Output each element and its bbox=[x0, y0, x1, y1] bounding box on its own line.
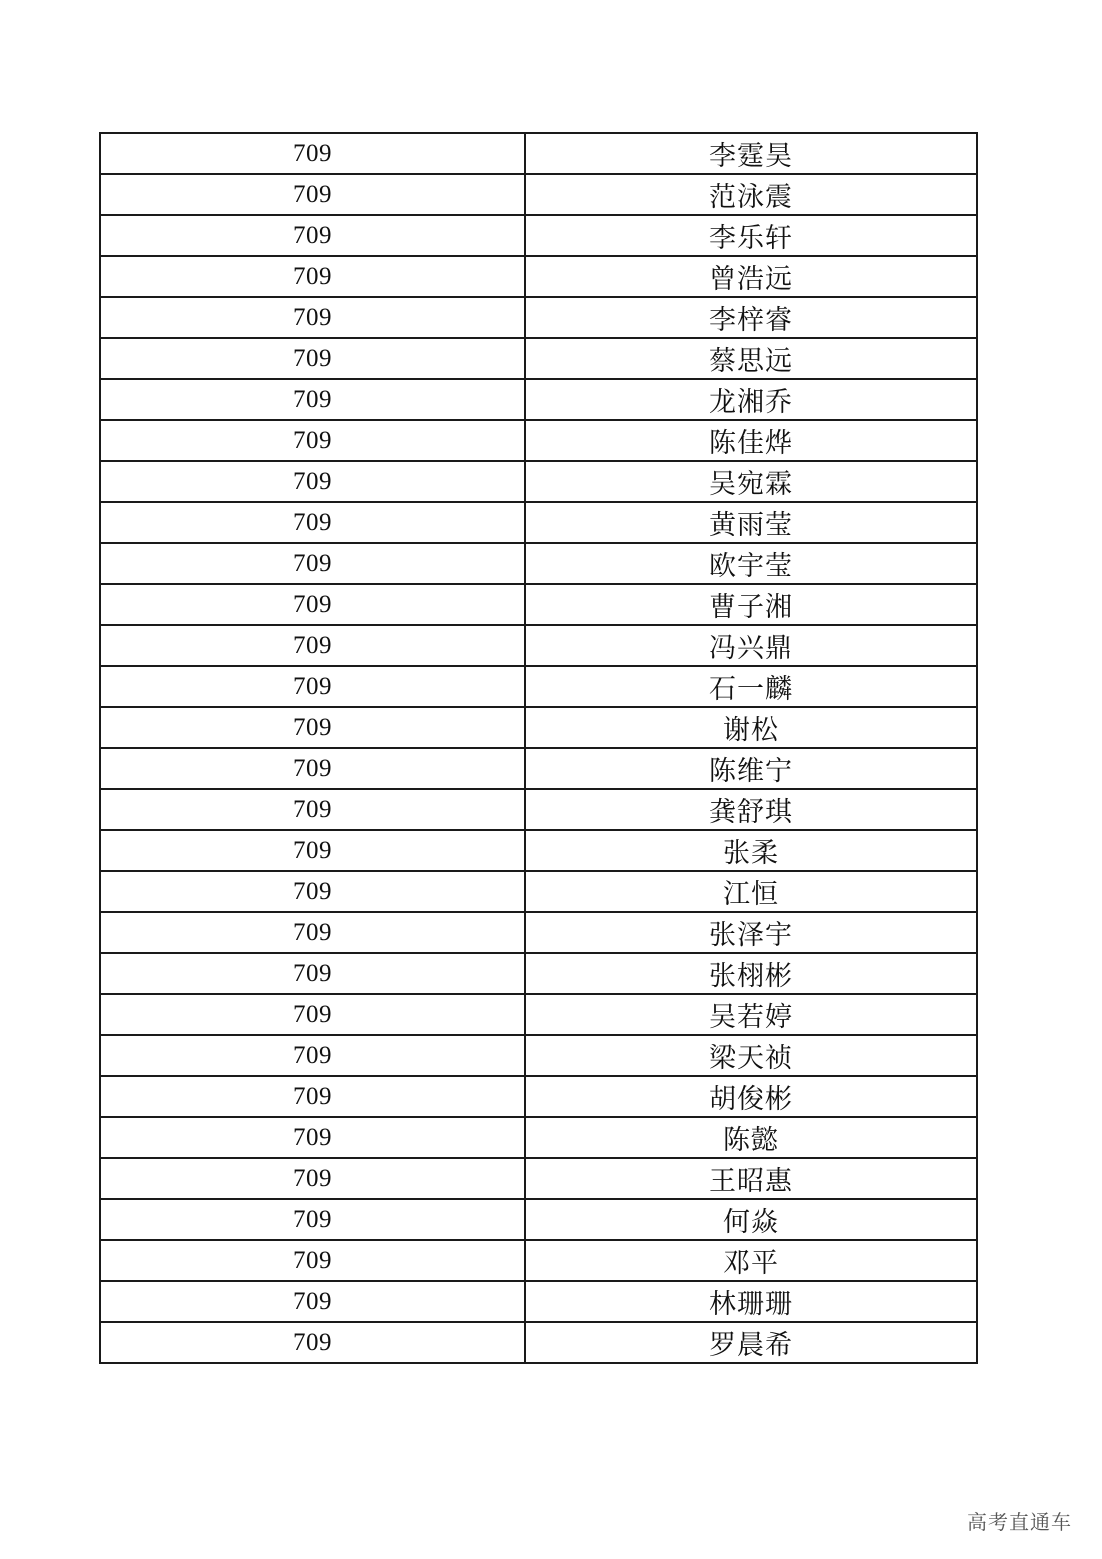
score-table bbox=[99, 132, 978, 1364]
name-cell: 江恒 bbox=[525, 871, 977, 912]
table-row bbox=[100, 871, 977, 912]
score-cell: 709 bbox=[100, 830, 525, 871]
score-cell: 709 bbox=[100, 666, 525, 707]
table-row bbox=[100, 297, 977, 338]
table-row bbox=[100, 912, 977, 953]
name-cell: 范泳震 bbox=[525, 174, 977, 215]
score-cell: 709 bbox=[100, 707, 525, 748]
table-row bbox=[100, 707, 977, 748]
score-cell: 709 bbox=[100, 461, 525, 502]
table-row bbox=[100, 994, 977, 1035]
score-cell: 709 bbox=[100, 748, 525, 789]
score-cell: 709 bbox=[100, 1035, 525, 1076]
table-row bbox=[100, 174, 977, 215]
table-row bbox=[100, 256, 977, 297]
table-row bbox=[100, 1281, 977, 1322]
name-cell: 石一麟 bbox=[525, 666, 977, 707]
score-cell: 709 bbox=[100, 1158, 525, 1199]
table-row bbox=[100, 1158, 977, 1199]
name-cell: 李乐轩 bbox=[525, 215, 977, 256]
score-cell: 709 bbox=[100, 871, 525, 912]
score-cell: 709 bbox=[100, 953, 525, 994]
table-row bbox=[100, 420, 977, 461]
table-row bbox=[100, 1076, 977, 1117]
table-row bbox=[100, 584, 977, 625]
name-cell: 陈佳烨 bbox=[525, 420, 977, 461]
score-cell: 709 bbox=[100, 1117, 525, 1158]
table-row bbox=[100, 953, 977, 994]
name-cell: 蔡思远 bbox=[525, 338, 977, 379]
score-cell: 709 bbox=[100, 1076, 525, 1117]
table-row bbox=[100, 502, 977, 543]
name-cell: 吴宛霖 bbox=[525, 461, 977, 502]
name-cell: 邓平 bbox=[525, 1240, 977, 1281]
table-row bbox=[100, 625, 977, 666]
score-cell: 709 bbox=[100, 1281, 525, 1322]
name-cell: 曹子湘 bbox=[525, 584, 977, 625]
score-cell: 709 bbox=[100, 543, 525, 584]
table-row bbox=[100, 215, 977, 256]
score-cell: 709 bbox=[100, 420, 525, 461]
name-cell: 梁天祯 bbox=[525, 1035, 977, 1076]
score-cell: 709 bbox=[100, 789, 525, 830]
table-body bbox=[100, 133, 977, 1363]
table-row bbox=[100, 830, 977, 871]
name-cell: 王昭惠 bbox=[525, 1158, 977, 1199]
name-cell: 张栩彬 bbox=[525, 953, 977, 994]
score-cell: 709 bbox=[100, 584, 525, 625]
score-cell: 709 bbox=[100, 338, 525, 379]
name-cell: 谢松 bbox=[525, 707, 977, 748]
score-cell: 709 bbox=[100, 297, 525, 338]
name-cell: 陈懿 bbox=[525, 1117, 977, 1158]
table-row bbox=[100, 1322, 977, 1363]
table-row bbox=[100, 133, 977, 174]
score-cell: 709 bbox=[100, 256, 525, 297]
name-cell: 曾浩远 bbox=[525, 256, 977, 297]
score-cell: 709 bbox=[100, 625, 525, 666]
table-row bbox=[100, 1240, 977, 1281]
score-cell: 709 bbox=[100, 912, 525, 953]
name-cell: 李霆昊 bbox=[525, 133, 977, 174]
name-cell: 吴若婷 bbox=[525, 994, 977, 1035]
table-row bbox=[100, 748, 977, 789]
score-cell: 709 bbox=[100, 1322, 525, 1363]
name-cell: 冯兴鼎 bbox=[525, 625, 977, 666]
score-cell: 709 bbox=[100, 994, 525, 1035]
name-cell: 何焱 bbox=[525, 1199, 977, 1240]
name-cell: 陈维宁 bbox=[525, 748, 977, 789]
score-cell: 709 bbox=[100, 1240, 525, 1281]
score-cell: 709 bbox=[100, 502, 525, 543]
table-row bbox=[100, 1035, 977, 1076]
name-cell: 李梓睿 bbox=[525, 297, 977, 338]
table-row bbox=[100, 1199, 977, 1240]
name-cell: 林珊珊 bbox=[525, 1281, 977, 1322]
table-row bbox=[100, 543, 977, 584]
name-cell: 欧宇莹 bbox=[525, 543, 977, 584]
score-cell: 709 bbox=[100, 133, 525, 174]
name-cell: 黄雨莹 bbox=[525, 502, 977, 543]
watermark-text: 高考直通车 bbox=[967, 1510, 1072, 1534]
table-row bbox=[100, 338, 977, 379]
name-cell: 龚舒琪 bbox=[525, 789, 977, 830]
name-cell: 罗晨希 bbox=[525, 1322, 977, 1363]
score-cell: 709 bbox=[100, 379, 525, 420]
table-row bbox=[100, 461, 977, 502]
table-row bbox=[100, 666, 977, 707]
score-cell: 709 bbox=[100, 215, 525, 256]
table-row bbox=[100, 789, 977, 830]
name-cell: 张泽宇 bbox=[525, 912, 977, 953]
table-row bbox=[100, 379, 977, 420]
name-cell: 张柔 bbox=[525, 830, 977, 871]
score-cell: 709 bbox=[100, 1199, 525, 1240]
name-cell: 龙湘乔 bbox=[525, 379, 977, 420]
table-row bbox=[100, 1117, 977, 1158]
score-cell: 709 bbox=[100, 174, 525, 215]
name-cell: 胡俊彬 bbox=[525, 1076, 977, 1117]
